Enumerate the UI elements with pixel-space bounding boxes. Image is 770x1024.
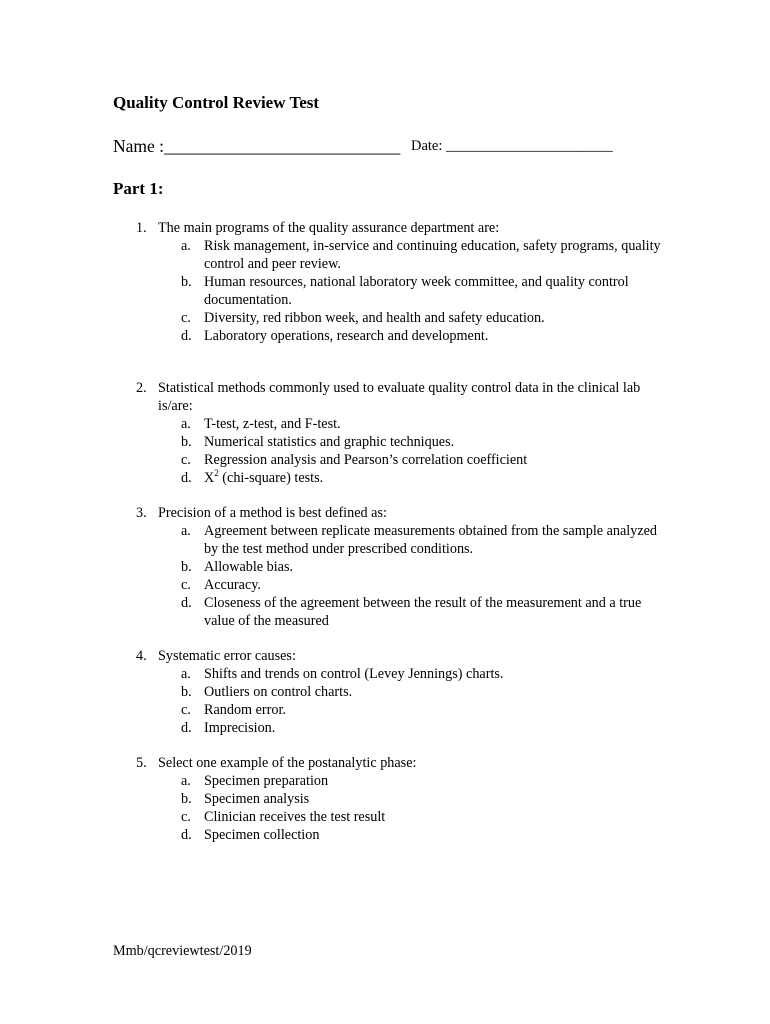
option-c — [0, 451, 664, 469]
option-text: Specimen analysis — [204, 791, 310, 807]
option-text: Human resources, national laboratory week committee, and quality control documentation. — [204, 274, 629, 308]
option-text: Diversity, red ribbon week, and health and safety education. — [204, 310, 545, 326]
option-letter: d. — [181, 595, 192, 611]
option-letter: d. — [181, 827, 192, 843]
option-letter: a. — [181, 666, 191, 682]
document-title: Quality Control Review Test — [113, 93, 320, 112]
document-footer: Mmb/qcreviewtest/2019 — [113, 943, 252, 959]
option-letter: b. — [181, 274, 192, 290]
option-letter: c. — [181, 452, 191, 468]
option-a — [0, 522, 664, 558]
question-text: Statistical methods commonly used to evaluate quality control data in the clinical lab is/are: — [158, 380, 641, 414]
option-letter: c. — [181, 310, 191, 326]
option-text: Accuracy. — [204, 577, 261, 593]
option-letter: b. — [181, 684, 192, 700]
option-letter: a. — [181, 416, 191, 432]
superscript-two: 2 — [214, 468, 219, 478]
option-letter: c. — [181, 702, 191, 718]
option-text: Clinician receives the test result — [204, 809, 386, 825]
question-number: 1. — [136, 220, 147, 236]
option-d — [0, 719, 664, 737]
option-c — [0, 701, 664, 719]
option-text: Specimen collection — [204, 827, 320, 843]
option-d — [0, 594, 664, 630]
option-text: Shifts and trends on control (Levey Jennings) charts. — [204, 666, 504, 682]
option-letter: b. — [181, 434, 192, 450]
option-letter: a. — [181, 238, 191, 254]
question-text: Precision of a method is best defined as: — [158, 505, 387, 521]
options-list — [0, 772, 664, 844]
option-c — [0, 576, 664, 594]
option-text: Random error. — [204, 702, 286, 718]
option-text-rest: (chi-square) tests. — [218, 470, 324, 486]
chi-symbol: X — [204, 470, 215, 486]
date-field — [411, 138, 613, 155]
option-letter: b. — [181, 791, 192, 807]
option-text: Laboratory operations, research and development. — [204, 328, 489, 344]
question-text: Select one example of the postanalytic phase: — [158, 755, 417, 771]
option-a — [0, 237, 664, 273]
option-letter: a. — [181, 523, 191, 539]
option-b — [0, 558, 664, 576]
option-a — [0, 772, 664, 790]
date-label: Date: — [411, 138, 443, 154]
question-text: The main programs of the quality assurance department are: — [158, 220, 500, 236]
option-c — [0, 808, 664, 826]
option-text: T-test, z-test, and F-test. — [204, 416, 341, 432]
options-list — [0, 237, 664, 345]
name-label: Name : — [113, 136, 165, 156]
option-text: Regression analysis and Pearson’s correlation coefficient — [204, 452, 528, 468]
question-number: 3. — [136, 505, 147, 521]
option-text — [204, 469, 664, 487]
options-list — [0, 522, 664, 630]
option-text: Outliers on control charts. — [204, 684, 353, 700]
options-list — [0, 415, 664, 487]
part-heading: Part 1: — [113, 179, 164, 198]
option-letter: c. — [181, 809, 191, 825]
option-b — [0, 683, 664, 701]
option-text: Allowable bias. — [204, 559, 294, 575]
option-a — [0, 415, 664, 433]
date-blank-line: _______________________ — [446, 138, 613, 154]
option-text: Agreement between replicate measurements obtained from the sample analyzed by the test method under prescribed conditions. — [204, 523, 658, 557]
name-field — [113, 136, 400, 157]
question-text: Systematic error causes: — [158, 648, 296, 664]
option-text: Risk management, in-service and continuing education, safety programs, quality control and peer review. — [204, 238, 661, 272]
option-d — [0, 826, 664, 844]
option-letter: d. — [181, 328, 192, 344]
option-letter: d. — [181, 720, 192, 736]
option-letter: d. — [181, 470, 192, 486]
question-number: 5. — [136, 755, 147, 771]
option-letter: b. — [181, 559, 192, 575]
question-number: 2. — [136, 380, 147, 396]
name-blank-line: ___________________________ — [164, 136, 401, 156]
options-list — [0, 665, 664, 737]
option-letter: c. — [181, 577, 191, 593]
option-letter: a. — [181, 773, 191, 789]
option-d — [0, 469, 664, 487]
option-c — [0, 309, 664, 327]
option-text: Imprecision. — [204, 720, 276, 736]
option-a — [0, 665, 664, 683]
option-b — [0, 433, 664, 451]
option-text: Specimen preparation — [204, 773, 329, 789]
option-b — [0, 273, 664, 309]
option-b — [0, 790, 664, 808]
question-number: 4. — [136, 648, 147, 664]
option-text: Closeness of the agreement between the result of the measurement and a true value of the measured — [204, 595, 642, 629]
option-text: Numerical statistics and graphic techniques. — [204, 434, 455, 450]
option-d — [0, 327, 664, 345]
